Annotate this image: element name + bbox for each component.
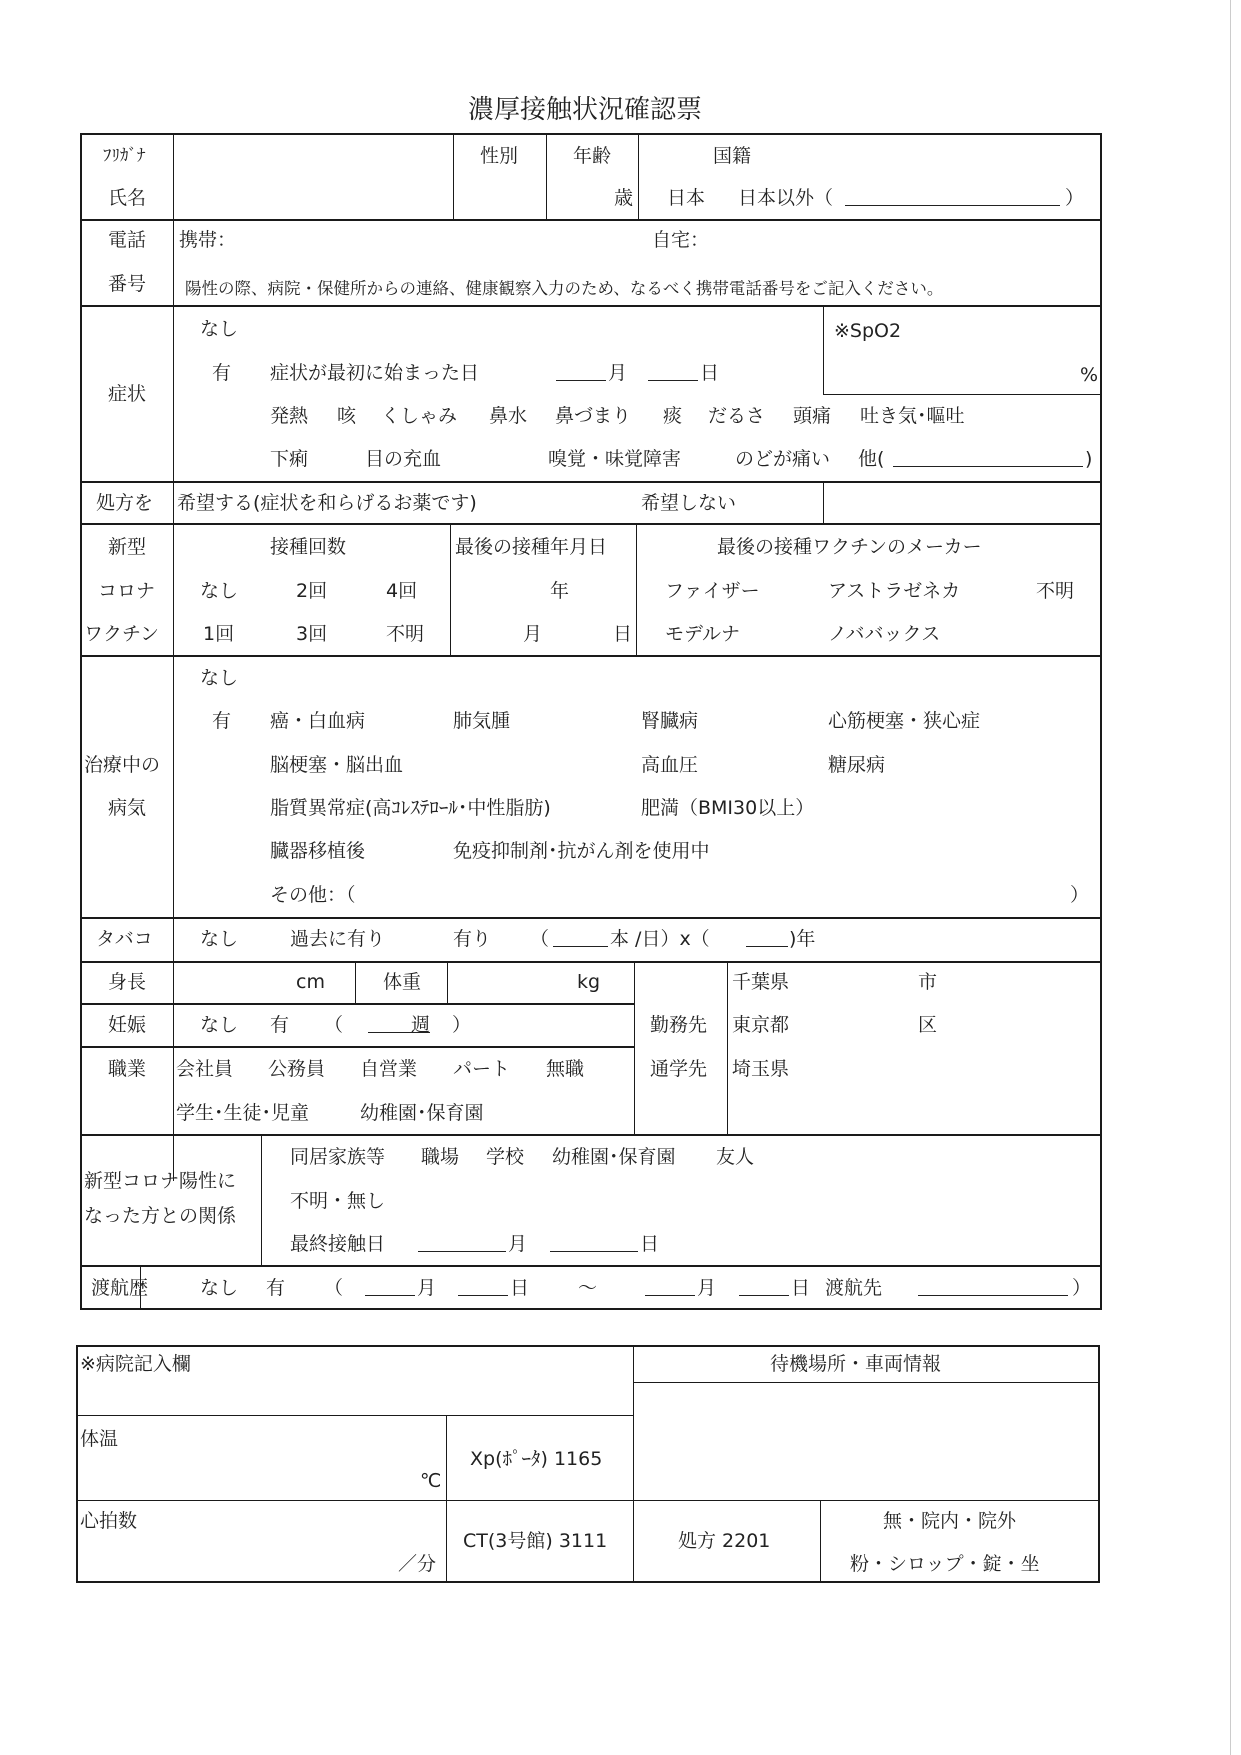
occupation-student-option[interactable]: 学生･生徒･児童 — [176, 1102, 310, 1124]
height-field[interactable] — [176, 964, 291, 1002]
disease-other-close: ） — [1070, 884, 1090, 906]
home-phone-label: 自宅： — [652, 229, 710, 251]
last-contact-day-field[interactable] — [550, 1233, 638, 1257]
symptom-nausea-option[interactable]: 吐き気･嘔吐 — [860, 405, 965, 427]
tobacco-years-label: )年 — [789, 928, 816, 950]
relation-family-option[interactable]: 同居家族等 — [290, 1146, 386, 1168]
travel-yes-option[interactable]: 有 — [266, 1277, 286, 1299]
vaccine-month-label: 月 — [523, 623, 543, 645]
last-contact-day-label: 日 — [640, 1233, 660, 1255]
tobacco-none-option[interactable]: なし — [200, 928, 239, 950]
pulse-label: 心拍数 — [80, 1510, 138, 1532]
disease-hypertension-option[interactable]: 高血圧 — [641, 754, 699, 776]
age-unit: 歳 — [614, 187, 634, 209]
occupation-civil-servant-option[interactable]: 公務員 — [268, 1058, 326, 1080]
mobile-phone-label: 携帯： — [179, 229, 237, 251]
travel-from-month-label: 月 — [417, 1277, 437, 1299]
last-contact-month-field[interactable] — [418, 1233, 506, 1257]
onset-month-field[interactable] — [556, 362, 606, 386]
occupation-kindergarten-option[interactable]: 幼稚園･保育園 — [360, 1102, 484, 1124]
pregnancy-open-paren: （ — [324, 1014, 344, 1036]
name-input[interactable] — [176, 136, 452, 218]
waiting-place-header: 待機場所・車両情報 — [770, 1353, 942, 1375]
relation-kindergarten-option[interactable]: 幼稚園･保育園 — [552, 1146, 676, 1168]
disease-heart-option[interactable]: 心筋梗塞・狭心症 — [828, 710, 981, 732]
symptoms-yes-option[interactable]: 有 — [212, 362, 232, 384]
pregnancy-none-option[interactable]: なし — [200, 1014, 239, 1036]
pregnancy-label: 妊娠 — [108, 1014, 147, 1036]
workplace-tokyo-option[interactable]: 東京都 — [732, 1014, 790, 1036]
prescription-want-option[interactable]: 希望する(症状を和らげるお薬です) — [177, 492, 477, 514]
disease-other-label: その他：（ — [270, 884, 356, 906]
symptom-headache-option[interactable]: 頭痛 — [793, 405, 832, 427]
vaccine-day-label: 日 — [613, 623, 633, 645]
workplace-label-2: 通学先 — [650, 1058, 708, 1080]
disease-cancer-option[interactable]: 癌・白血病 — [270, 710, 366, 732]
travel-none-option[interactable]: なし — [200, 1277, 239, 1299]
disease-dyslipidemia-option[interactable]: 脂質異常症(高ｺﾚｽﾃﾛｰﾙ･中性脂肪) — [270, 797, 551, 819]
sex-input[interactable] — [455, 176, 545, 218]
symptom-other-field[interactable] — [893, 448, 1083, 472]
vaccine-maker-unknown[interactable]: 不明 — [1036, 580, 1075, 602]
vaccine-count-unknown[interactable]: 不明 — [386, 623, 425, 645]
vaccine-label-2: コロナ — [98, 580, 156, 602]
onset-month-label: 月 — [608, 362, 628, 384]
nationality-label: 国籍 — [713, 145, 752, 167]
vaccine-maker-astrazeneca[interactable]: アストラゼネカ — [828, 580, 961, 602]
place-options[interactable]: 無・院内・院外 — [883, 1510, 1017, 1532]
symptom-cough-option[interactable]: 咳 — [337, 405, 357, 427]
relation-school-option[interactable]: 学校 — [486, 1146, 525, 1168]
last-contact-label: 最終接触日 — [290, 1233, 386, 1255]
symptom-onset-label: 症状が最初に始まった日 — [270, 362, 480, 384]
disease-label-2: 病気 — [108, 797, 147, 819]
pulse-unit: ／分 — [398, 1553, 437, 1575]
tobacco-per-day-label: 本 /日）x（ — [610, 928, 710, 950]
pregnancy-yes-option[interactable]: 有 — [270, 1014, 290, 1036]
height-label: 身長 — [108, 971, 147, 993]
travel-to-day-label: 日 — [791, 1277, 811, 1299]
occupation-company-option[interactable]: 会社員 — [176, 1058, 234, 1080]
travel-destination-field[interactable] — [918, 1277, 1068, 1301]
vaccine-maker-header: 最後の接種ワクチンのメーカー — [717, 536, 982, 558]
phone-label-2: 番号 — [108, 273, 147, 295]
vaccine-count-none[interactable]: なし — [200, 580, 239, 602]
disease-obesity-option[interactable]: 肥満（BMI30以上） — [641, 797, 815, 819]
page-title: 濃厚接触状況確認票 — [468, 95, 703, 125]
symptom-taste-smell-option[interactable]: 嗅覚・味覚障害 — [548, 448, 682, 470]
symptom-phlegm-option[interactable]: 痰 — [663, 405, 683, 427]
vaccine-year-label: 年 — [550, 580, 570, 602]
disease-label-1: 治療中の — [84, 754, 161, 776]
relation-unknown-option[interactable]: 不明・無し — [290, 1190, 386, 1212]
phone-note: 陽性の際、病院・保健所からの連絡、健康観察入力のため、なるべく携帯電話番号をご記入ください。 — [185, 279, 944, 298]
tobacco-open-paren: （ — [530, 928, 550, 950]
symptom-diarrhea-option[interactable]: 下痢 — [270, 448, 309, 470]
temperature-label: 体温 — [80, 1428, 119, 1450]
weight-field[interactable] — [450, 964, 570, 1002]
vaccine-last-date-header: 最後の接種年月日 — [455, 536, 608, 558]
vaccine-maker-novavax[interactable]: ノババックス — [828, 623, 941, 645]
workplace-saitama-option[interactable]: 埼玉県 — [732, 1058, 790, 1080]
pregnancy-weeks-label: 週 — [411, 1014, 431, 1036]
occupation-self-employed-option[interactable]: 自営業 — [360, 1058, 418, 1080]
disease-kidney-option[interactable]: 腎臓病 — [641, 710, 699, 732]
tobacco-label: タバコ — [96, 928, 153, 950]
symptoms-none-option[interactable]: なし — [200, 318, 239, 340]
disease-stroke-option[interactable]: 脳梗塞・脳出血 — [270, 754, 404, 776]
vaccine-count-header: 接種回数 — [270, 536, 347, 558]
travel-tilde: ～ — [578, 1277, 598, 1299]
tobacco-past-option[interactable]: 過去に有り — [290, 928, 386, 950]
temperature-unit: ℃ — [420, 1470, 442, 1492]
relation-label-1: 新型コロナ陽性に — [84, 1170, 237, 1192]
prescription-label: 処方を — [96, 492, 154, 514]
onset-day-label: 日 — [700, 362, 720, 384]
travel-to-day-field[interactable] — [739, 1277, 789, 1301]
sex-label: 性別 — [480, 145, 519, 167]
workplace-shi-label: 市 — [918, 971, 938, 993]
ct-label: CT(3号館) 3111 — [463, 1530, 608, 1552]
onset-day-field[interactable] — [648, 362, 698, 386]
tobacco-years-field[interactable] — [746, 928, 788, 952]
scan-edge-line — [1230, 0, 1231, 1755]
symptom-sore-throat-option[interactable]: のどが痛い — [735, 448, 831, 470]
spo2-label: ※SpO2 — [834, 320, 902, 342]
travel-to-month-field[interactable] — [645, 1277, 695, 1301]
xp-label: Xp(ﾎﾟｰﾀ) 1165 — [470, 1448, 603, 1470]
travel-destination-label: 渡航先 — [825, 1277, 883, 1299]
symptom-runny-nose-option[interactable]: 鼻水 — [489, 405, 528, 427]
phone-label-1: 電話 — [108, 229, 147, 251]
form-options[interactable]: 粉・シロップ・錠・坐 — [850, 1553, 1040, 1575]
travel-open-paren: （ — [324, 1277, 344, 1299]
nationality-close-paren: ） — [1065, 187, 1085, 209]
disease-yes-option[interactable]: 有 — [212, 710, 232, 732]
disease-immunosuppressant-option[interactable]: 免疫抑制剤･抗がん剤を使用中 — [453, 840, 710, 862]
symptom-red-eye-option[interactable]: 目の充血 — [365, 448, 442, 470]
furigana-label: ﾌﾘｶﾞﾅ — [103, 146, 146, 166]
travel-from-day-field[interactable] — [458, 1277, 508, 1301]
vaccine-count-4[interactable]: 4回 — [386, 580, 418, 602]
travel-label: 渡航歴 — [91, 1277, 149, 1299]
symptom-fever-option[interactable]: 発熱 — [270, 405, 309, 427]
disease-emphysema-option[interactable]: 肺気腫 — [453, 710, 511, 732]
age-label: 年齢 — [573, 145, 612, 167]
symptom-other-close: ) — [1085, 448, 1093, 470]
vaccine-count-3[interactable]: 3回 — [296, 623, 328, 645]
disease-diabetes-option[interactable]: 糖尿病 — [828, 754, 886, 776]
travel-from-day-label: 日 — [510, 1277, 530, 1299]
pregnancy-close-paren: ） — [452, 1014, 472, 1036]
spo2-percent: % — [1080, 364, 1099, 386]
tobacco-count-field[interactable] — [553, 928, 608, 952]
symptom-fatigue-option[interactable]: だるさ — [708, 405, 766, 427]
hospital-section-header: ※病院記入欄 — [80, 1353, 191, 1375]
height-unit: cm — [296, 971, 325, 993]
symptom-sneeze-option[interactable]: くしゃみ — [381, 405, 458, 427]
nationality-other-field[interactable] — [845, 187, 1060, 211]
vaccine-maker-moderna[interactable]: モデルナ — [665, 623, 741, 645]
vaccine-count-2[interactable]: 2回 — [296, 580, 328, 602]
occupation-part-time-option[interactable]: パート — [453, 1058, 511, 1080]
disease-none-option[interactable]: なし — [200, 667, 239, 689]
symptoms-label: 症状 — [108, 383, 147, 405]
tobacco-yes-option[interactable]: 有り — [453, 928, 492, 950]
last-contact-month-label: 月 — [508, 1233, 528, 1255]
symptom-stuffy-nose-option[interactable]: 鼻づまり — [555, 405, 632, 427]
disease-transplant-option[interactable]: 臓器移植後 — [270, 840, 366, 862]
relation-work-option[interactable]: 職場 — [421, 1146, 460, 1168]
travel-from-month-field[interactable] — [365, 1277, 415, 1301]
nationality-japan-option[interactable]: 日本 — [667, 187, 706, 209]
vaccine-label-3: ワクチン — [84, 623, 160, 645]
weight-label: 体重 — [383, 971, 422, 993]
workplace-label-1: 勤務先 — [650, 1014, 708, 1036]
vaccine-label-1: 新型 — [108, 536, 147, 558]
travel-close-paren: ） — [1072, 1277, 1092, 1299]
workplace-ku-label: 区 — [918, 1014, 938, 1036]
occupation-label: 職業 — [108, 1058, 147, 1080]
occupation-unemployed-option[interactable]: 無職 — [546, 1058, 585, 1080]
rx-label: 処方 2201 — [678, 1530, 771, 1552]
nationality-other-option[interactable]: 日本以外（ — [738, 187, 834, 209]
travel-to-month-label: 月 — [697, 1277, 717, 1299]
relation-friend-option[interactable]: 友人 — [716, 1146, 755, 1168]
symptom-other-option[interactable]: 他( — [858, 448, 885, 470]
disease-other-field[interactable] — [390, 880, 1070, 910]
name-label: 氏名 — [108, 187, 147, 209]
relation-label-2: なった方との関係 — [84, 1205, 237, 1227]
vaccine-maker-pfizer[interactable]: ファイザー — [665, 580, 760, 602]
weight-unit: kg — [577, 971, 601, 993]
vaccine-count-1[interactable]: 1回 — [203, 623, 235, 645]
workplace-chiba-option[interactable]: 千葉県 — [732, 971, 790, 993]
prescription-not-want-option[interactable]: 希望しない — [641, 492, 737, 514]
